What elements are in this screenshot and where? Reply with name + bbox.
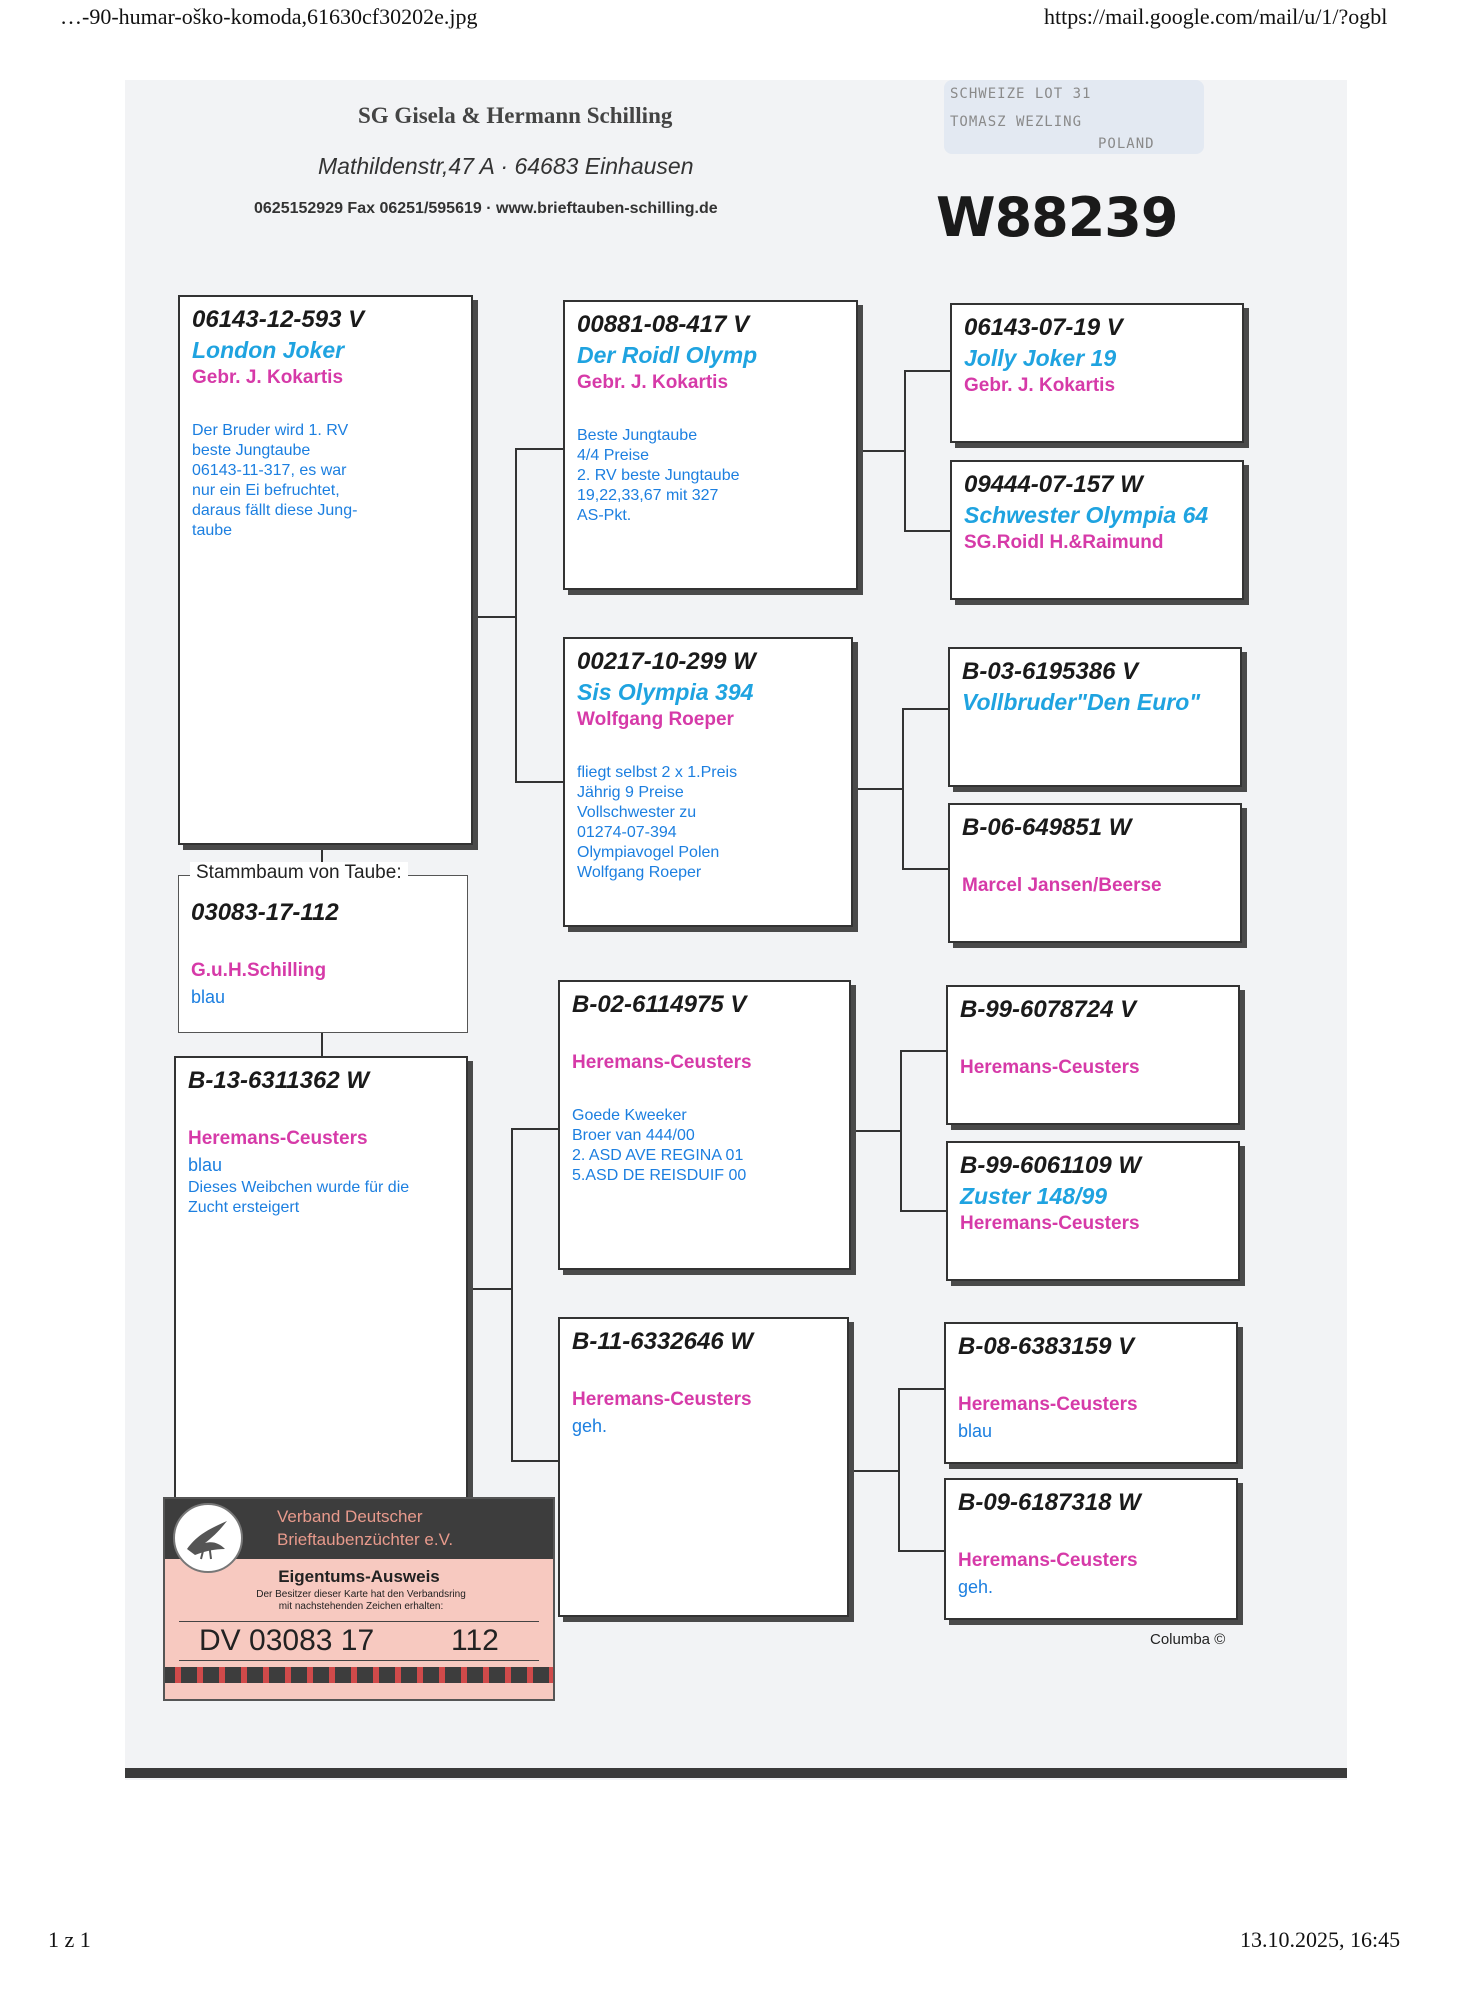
ownership-card-text-line: Der Besitzer dieser Karte hat den Verbandsring (256, 1589, 466, 1600)
great-grandparent-card-mfm (946, 1141, 1240, 1281)
mother-note-line: Dieses Weibchen wurde für die (188, 1179, 410, 1196)
connector-line (898, 1550, 944, 1552)
connector-line (856, 788, 904, 790)
grandfather-paternal-name: Der Roidl Olymp (577, 342, 758, 368)
ownership-card-org-line: Brieftaubenzüchter e.V. (277, 1530, 454, 1549)
connector-line (511, 1128, 513, 1462)
grandmother-paternal-breeder: Wolfgang Roeper (577, 709, 734, 730)
pedigree-label: Stammbaum von Taube: (190, 862, 408, 884)
father-note-line: 06143-11-317, es war (192, 462, 347, 479)
connector-line (511, 1128, 559, 1130)
mother-ring: B-13-6311362 W (188, 1067, 369, 1094)
great-grandparent-name: Vollbruder"Den Euro" (962, 689, 1201, 715)
grandfather-paternal-breeder: Gebr. J. Kokartis (577, 372, 729, 393)
father-ring: 06143-12-593 V (192, 306, 365, 333)
great-grandparent-breeder: Heremans-Ceusters (960, 1057, 1140, 1078)
ownership-card-text (205, 1589, 517, 1613)
mother-breeder: Heremans-Ceusters (188, 1128, 368, 1149)
great-grandparent-ring: B-99-6078724 V (960, 996, 1137, 1023)
connector-line (900, 1050, 902, 1212)
grandmother-paternal-note-line: fliegt selbst 2 x 1.Preis (577, 764, 738, 781)
connector-line (465, 1288, 513, 1290)
columba-credit: Columba © (1150, 1631, 1226, 1648)
grandmother-maternal-breeder: Heremans-Ceusters (572, 1389, 752, 1410)
great-grandparent-ring: 06143-07-19 V (964, 314, 1123, 341)
pigeon-color: blau (191, 987, 226, 1007)
pigeon-ring: 03083-17-112 (191, 899, 339, 926)
breeder-address: Mathildenstr,47 A · 64683 Einhausen (318, 153, 694, 179)
grandmother-paternal-note-line: Olympiavogel Polen (577, 844, 720, 861)
great-grandparent-card-mmm (944, 1478, 1238, 1620)
pigeon-breeder: G.u.H.Schilling (191, 960, 327, 981)
connector-line (853, 1130, 902, 1132)
grandmother-paternal-ring: 00217-10-299 W (577, 648, 756, 675)
grandfather-paternal-note-line: AS-Pkt. (577, 507, 632, 524)
print-page-number: 1 z 1 (48, 1927, 91, 1952)
connector-line (515, 781, 563, 783)
grandfather-maternal-note-line: 5.ASD DE REISDUIF 00 (572, 1167, 747, 1184)
ownership-card-ring-prefix: DV 03083 17 (199, 1624, 375, 1657)
great-grandparent-breeder: Heremans-Ceusters (958, 1550, 1138, 1571)
grandfather-paternal-note-line: Beste Jungtaube (577, 427, 698, 444)
grandfather-maternal-breeder: Heremans-Ceusters (572, 1052, 752, 1073)
handwritten-w-number: W88239 (936, 186, 1178, 249)
sheet-bottom-bar (125, 1768, 1347, 1778)
great-grandparent-breeder: Heremans-Ceusters (958, 1394, 1138, 1415)
father-note-line: taube (192, 522, 233, 539)
grandmother-paternal-note-line: Vollschwester zu (577, 804, 697, 821)
ownership-card-title: Eigentums-Ausweis (278, 1567, 440, 1586)
pigeon-logo-icon (173, 1503, 243, 1573)
great-grandparent-ring: B-08-6383159 V (958, 1333, 1135, 1360)
print-filename: …-90-humar-oško-komoda,61630cf30202e.jpg (60, 4, 478, 29)
ownership-card-org (277, 1505, 453, 1551)
father-name: London Joker (192, 337, 345, 363)
ownership-card (163, 1497, 555, 1701)
great-grandparent-ring: 09444-07-157 W (964, 471, 1143, 498)
great-grandparent-breeder: Gebr. J. Kokartis (964, 375, 1116, 396)
father-note-line: nur ein Ei befruchtet, (192, 482, 340, 499)
connector-line (858, 450, 906, 452)
great-grandparent-card-mmf (944, 1322, 1238, 1464)
pigeon-card (178, 875, 468, 1033)
breeder-contact: 0625152929 Fax 06251/595619 · www.brieftauben-schilling.de (254, 200, 718, 217)
ownership-card-text-line: mit nachstehenden Zeichen erhalten: (278, 1601, 444, 1612)
father-breeder: Gebr. J. Kokartis (192, 367, 344, 388)
grandmother-maternal-color: geh. (572, 1416, 608, 1436)
handwritten-note-3: POLAND (1098, 136, 1155, 152)
grandfather-paternal-note-line: 19,22,33,67 mit 327 (577, 487, 719, 504)
connector-line (902, 708, 948, 710)
great-grandparent-name: Schwester Olympia 64 (964, 502, 1209, 528)
great-grandparent-card-ffm (950, 460, 1244, 600)
great-grandparent-name: Zuster 148/99 (960, 1183, 1108, 1209)
ownership-card-ring-number: 112 (451, 1624, 499, 1657)
father-card (178, 295, 473, 845)
grandfather-paternal-note-line: 4/4 Preise (577, 447, 650, 464)
connector-line (900, 1210, 946, 1212)
father-note-line: daraus fällt diese Jung- (192, 502, 358, 519)
great-grandparent-card-fmf (948, 647, 1242, 787)
grandfather-maternal-note-line: Broer van 444/00 (572, 1127, 695, 1144)
breeder-name: SG Gisela & Hermann Schilling (358, 103, 673, 128)
mother-color: blau (188, 1155, 223, 1175)
connector-line (902, 868, 948, 870)
great-grandparent-color: blau (958, 1421, 993, 1441)
connector-line (321, 845, 323, 863)
grandfather-maternal-ring: B-02-6114975 V (572, 991, 747, 1018)
father-note-line: beste Jungtaube (192, 442, 311, 459)
connector-line (515, 448, 563, 450)
grandmother-paternal-note-line: Jährig 9 Preise (577, 784, 684, 801)
connector-line (900, 1050, 946, 1052)
grandfather-paternal-card (563, 300, 858, 590)
great-grandparent-breeder: Marcel Jansen/Beerse (962, 875, 1162, 896)
connector-line (511, 1460, 559, 1462)
grandmother-paternal-name: Sis Olympia 394 (577, 679, 754, 705)
grandmother-maternal-card (558, 1317, 849, 1617)
great-grandparent-name: Jolly Joker 19 (964, 345, 1117, 371)
connector-line (475, 616, 517, 618)
print-url[interactable]: https://mail.google.com/mail/u/1/?ogbl (1044, 4, 1388, 29)
connector-line (902, 708, 904, 870)
print-datetime: 13.10.2025, 16:45 (1240, 1927, 1401, 1952)
grandfather-maternal-note-line: Goede Kweeker (572, 1107, 687, 1124)
ownership-card-org-line: Verband Deutscher (277, 1507, 423, 1526)
connector-line (904, 370, 906, 532)
connector-line (904, 530, 950, 532)
great-grandparent-color: geh. (958, 1577, 994, 1597)
handwritten-note-1: SCHWEIZE LOT 31 (950, 86, 1092, 102)
grandfather-paternal-ring: 00881-08-417 V (577, 311, 750, 338)
connector-line (898, 1388, 900, 1552)
grandmother-paternal-card (563, 637, 853, 927)
great-grandparent-card-fff (950, 303, 1244, 443)
ownership-card-band (165, 1667, 553, 1683)
grandmother-maternal-ring: B-11-6332646 W (572, 1328, 753, 1355)
connector-line (851, 1470, 900, 1472)
connector-line (898, 1388, 944, 1390)
great-grandparent-card-fmm (948, 803, 1242, 943)
great-grandparent-ring: B-06-649851 W (962, 814, 1132, 841)
grandmother-paternal-note-line: 01274-07-394 (577, 824, 677, 841)
handwritten-note-2: TOMASZ WEZLING (950, 114, 1083, 130)
grandfather-maternal-card (558, 980, 851, 1270)
grandfather-paternal-note-line: 2. RV beste Jungtaube (577, 467, 740, 484)
mother-card (174, 1056, 468, 1506)
father-note-line: Der Bruder wird 1. RV (192, 422, 349, 439)
grandfather-maternal-note-line: 2. ASD AVE REGINA 01 (572, 1147, 744, 1164)
ownership-card-ring (179, 1621, 539, 1661)
great-grandparent-ring: B-09-6187318 W (958, 1489, 1141, 1516)
connector-line (515, 448, 517, 783)
great-grandparent-ring: B-99-6061109 W (960, 1152, 1141, 1179)
great-grandparent-breeder: Heremans-Ceusters (960, 1213, 1140, 1234)
great-grandparent-breeder: SG.Roidl H.&Raimund (964, 532, 1164, 553)
connector-line (321, 1032, 323, 1056)
mother-note-line: Zucht ersteigert (188, 1199, 300, 1216)
grandmother-paternal-note-line: Wolfgang Roeper (577, 864, 702, 881)
great-grandparent-card-mff (946, 985, 1240, 1125)
connector-line (904, 370, 950, 372)
great-grandparent-ring: B-03-6195386 V (962, 658, 1139, 685)
